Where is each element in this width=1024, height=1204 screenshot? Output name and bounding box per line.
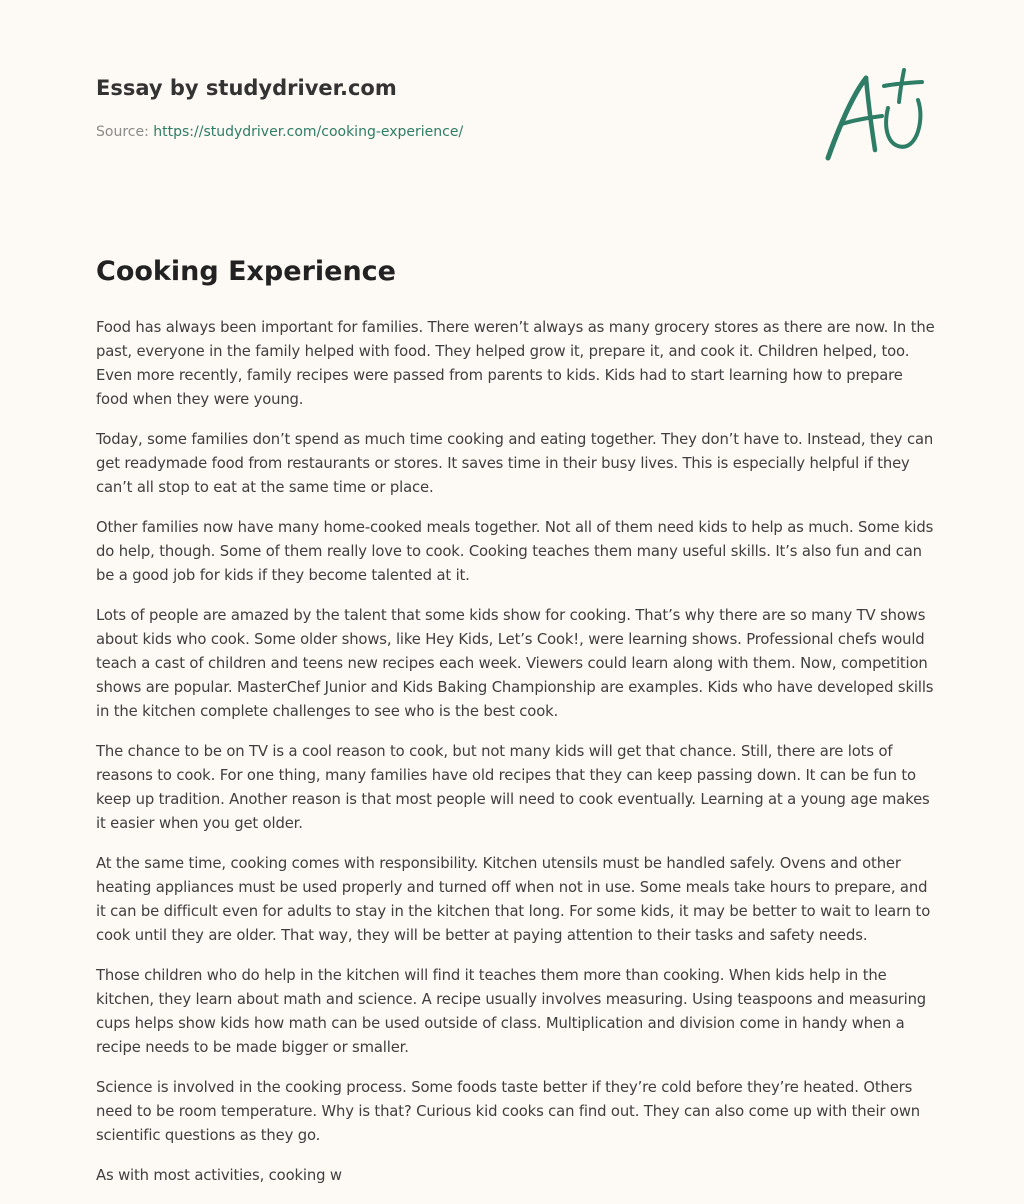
essay-paragraph-7: Those children who do help in the kitchen will find it teaches them more than cooking. When kids help in the kitchen, they learn about math and science. A recipe usually involves measuring. Using teaspoons and measuring cups helps show kids how math can be used outside of class. Multiplication and division come in handy when a recipe needs to be made bigger or smaller. <box>96 967 927 1056</box>
essay-paragraph-9-truncated: As with most activities, cooking w <box>96 1167 342 1184</box>
essay-paragraph-2: Today, some families don’t spend as much time cooking and eating together. They don’t have to. Instead, they can get readymade food from restaurants or stores. It saves time in their busy lives. This is especially helpful if they can’t all stop to eat at the same time or place. <box>96 431 934 496</box>
source-link[interactable]: https://studydriver.com/cooking-experience/ <box>153 124 464 140</box>
essay-paragraph-5: The chance to be on TV is a cool reason to cook, but not many kids will get that chance. Still, there are lots of reasons to cook. For one thing, many families have old recipes that they can keep passing down. It can be fun to keep up tradition. Another reason is that most people will need to cook eventually. Learning at a young age makes it easier when you get older. <box>96 743 930 832</box>
essay-title: Cooking Experience <box>96 256 396 287</box>
essay-paragraph-1: Food has always been important for families. There weren’t always as many grocery stores as there are now. In the past, everyone in the family helped with food. They helped grow it, prepare it, and cook it. Children helped, too. Even more recently, family recipes were passed from parents to kids. Kids had to start learning how to prepare food when they were young. <box>96 319 935 408</box>
a-plus-logo-icon <box>822 66 926 166</box>
essay-paragraph-3: Other families now have many home-cooked meals together. Not all of them need kids to help as much. Some kids do help, though. Some of them really love to cook. Cooking teaches them many useful skills. It’s also fun and can be a good job for kids if they become talented at it. <box>96 519 934 584</box>
essay-paragraph-4: Lots of people are amazed by the talent that some kids show for cooking. That’s why there are so many TV shows about kids who cook. Some older shows, like Hey Kids, Let’s Cook!, were learning shows. Professional chefs would teach a cast of children and teens new recipes each week. Viewers could learn along with them. Now, competition shows are popular. MasterChef Junior and Kids Baking Championship are examples. Kids who have developed skills in the kitchen complete challenges to see who is the best cook. <box>96 607 934 720</box>
site-title: Essay by studydriver.com <box>96 76 397 100</box>
essay-body <box>96 316 936 1204</box>
essay-paragraph-8: Science is involved in the cooking process. Some foods taste better if they’re cold before they’re heated. Others need to be room temperature. Why is that? Curious kid cooks can find out. They can also come up with their own scientific questions as they go. <box>96 1079 921 1144</box>
source-line <box>96 124 463 140</box>
source-label: Source: <box>96 124 149 140</box>
essay-paragraph-6: At the same time, cooking comes with responsibility. Kitchen utensils must be handled safely. Ovens and other heating appliances must be used properly and turned off when not in use. Some meals take hours to prepare, and it can be difficult even for adults to stay in the kitchen that long. For some kids, it may be better to wait to learn to cook until they are older. That way, they will be better at paying attention to their tasks and safety needs. <box>96 855 931 944</box>
